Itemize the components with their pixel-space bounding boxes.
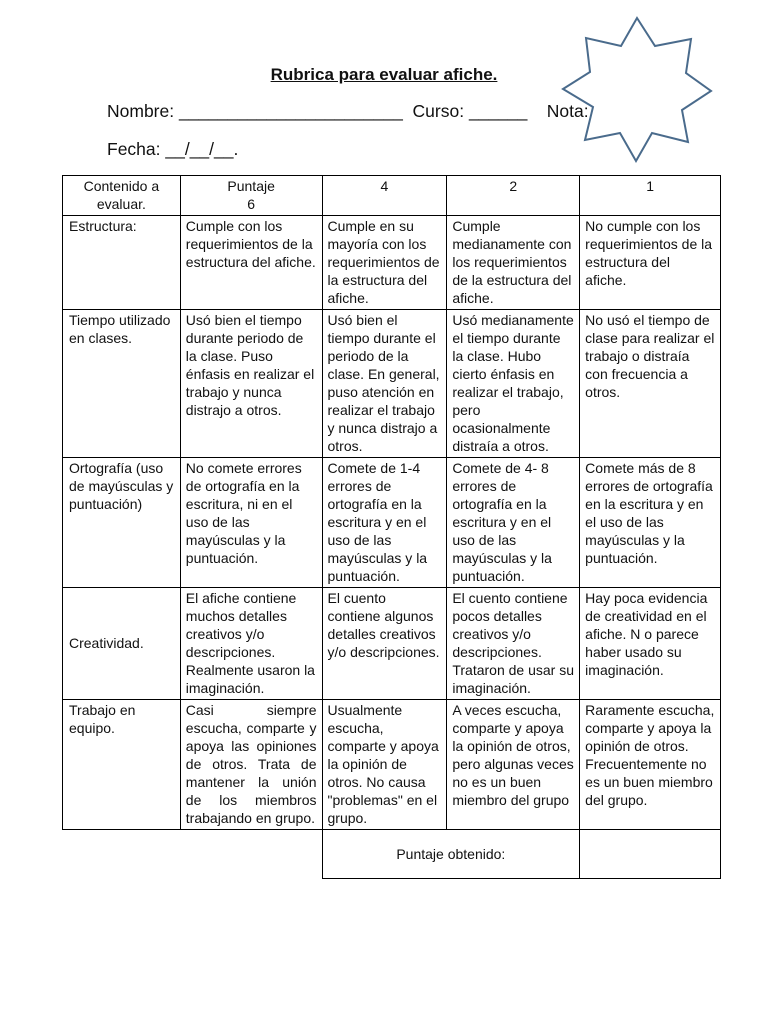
cell-score-1: Raramente escucha, comparte y apoya la opinión de otros. Frecuentemente no es un buen miembro del grupo. <box>580 700 721 830</box>
cell-score-4: Usualmente escucha, comparte y apoya la opinión de otros. No causa "problemas" en el grupo. <box>322 700 447 830</box>
nombre-curso-nota-line: Nombre: _______________________ Curso: ______ Nota: <box>107 101 589 121</box>
empty-cell <box>180 830 322 879</box>
cell-score-1: Comete más de 8 errores de ortografía en la escritura y en el uso de las mayúsculas y la puntuación. <box>580 458 721 588</box>
table-header-row <box>63 176 721 216</box>
fecha-line: Fecha: __/__/__. <box>107 139 239 159</box>
header-puntaje-4: 4 <box>322 176 447 216</box>
criterion-estructura: Estructura: <box>63 216 181 310</box>
empty-cell <box>63 830 181 879</box>
header-puntaje-1: 1 <box>580 176 721 216</box>
cell-score-2: A veces escucha, comparte y apoya la opinión de otros, pero algunas veces no es un buen miembro del grupo <box>447 700 580 830</box>
table-row <box>63 700 721 830</box>
cell-score-6: No comete errores de ortografía en la escritura, ni en el uso de las mayúsculas y la puntuación. <box>180 458 322 588</box>
header-criterio: Contenido a evaluar. <box>63 176 181 216</box>
cell-score-1: Hay poca evidencia de creatividad en el afiche. N o parece haber usado su imaginación. <box>580 588 721 700</box>
criterion-trabajo-equipo: Trabajo en equipo. <box>63 700 181 830</box>
table-row <box>63 458 721 588</box>
header-puntaje-6: Puntaje 6 <box>180 176 322 216</box>
star-outline <box>563 18 711 161</box>
cell-score-6: Cumple con los requerimientos de la estructura del afiche. <box>180 216 322 310</box>
rubric-table <box>62 175 721 879</box>
cell-score-1: No usó el tiempo de clase para realizar el trabajo o distraía con frecuencia a otros. <box>580 310 721 458</box>
cell-score-4: Comete de 1-4 errores de ortografía en la escritura y en el uso de las mayúsculas y la puntuación. <box>322 458 447 588</box>
header-puntaje-2: 2 <box>447 176 580 216</box>
cell-score-4: El cuento contiene algunos detalles creativos y/o descripciones. <box>322 588 447 700</box>
cell-score-2: Cumple medianamente con los requerimientos de la estructura del afiche. <box>447 216 580 310</box>
cell-score-4: Usó bien el tiempo durante el periodo de la clase. En general, puso atención en realizar el trabajo y nunca distrajo a otros. <box>322 310 447 458</box>
grade-star-icon <box>558 15 716 163</box>
cell-score-4: Cumple en su mayoría con los requerimientos de la estructura del afiche. <box>322 216 447 310</box>
page-title: Rubrica para evaluar afiche. <box>270 65 498 84</box>
cell-score-6: El afiche contiene muchos detalles creativos y/o descripciones. Realmente usaron la imaginación. <box>180 588 322 700</box>
table-row <box>63 588 721 700</box>
cell-score-1: No cumple con los requerimientos de la estructura del afiche. <box>580 216 721 310</box>
cell-score-2: El cuento contiene pocos detalles creativos y/o descripciones. Trataron de usar su imaginación. <box>447 588 580 700</box>
criterion-tiempo: Tiempo utilizado en clases. <box>63 310 181 458</box>
table-row <box>63 310 721 458</box>
criterion-ortografia: Ortografía (uso de mayúsculas y puntuación) <box>63 458 181 588</box>
total-score-box[interactable] <box>580 830 721 879</box>
total-row <box>63 830 721 879</box>
criterion-creatividad: Creatividad. <box>63 588 181 700</box>
cell-score-6: Usó bien el tiempo durante periodo de la clase. Puso énfasis en realizar el trabajo y nunca distrajo a otros. <box>180 310 322 458</box>
cell-score-2: Usó medianamente el tiempo durante la clase. Hubo cierto énfasis en realizar el trabajo, pero ocasionalmente distraía a otros. <box>447 310 580 458</box>
total-score-label: Puntaje obtenido: <box>322 830 580 879</box>
cell-score-6: Casi siempre escucha, comparte y apoya las opiniones de otros. Trata de mantener la unión de los miembros trabajando en grupo. <box>180 700 322 830</box>
table-row <box>63 216 721 310</box>
cell-score-2: Comete de 4- 8 errores de ortografía en la escritura y en el uso de las mayúsculas y la puntuación. <box>447 458 580 588</box>
